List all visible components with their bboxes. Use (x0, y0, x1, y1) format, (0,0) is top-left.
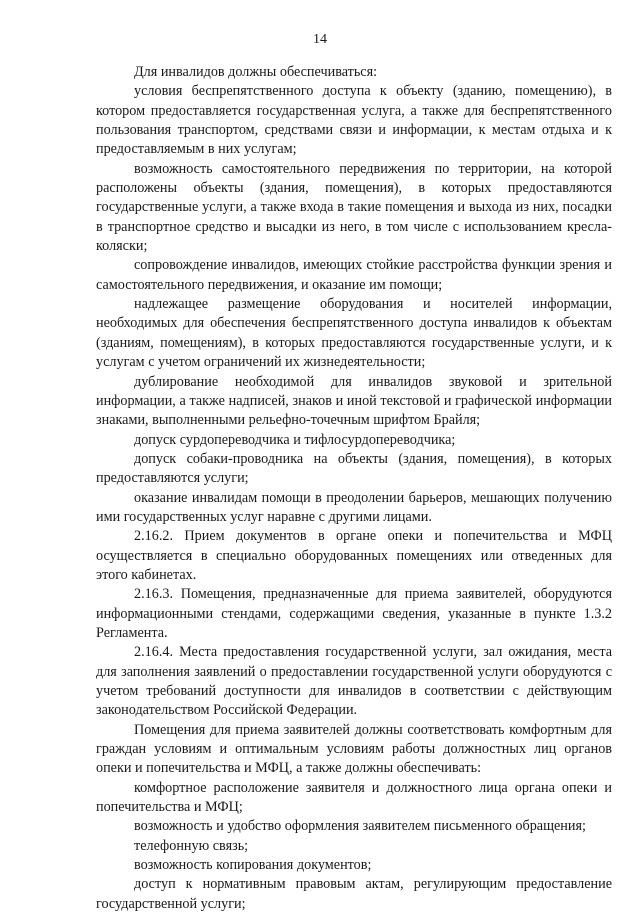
page-number: 14 (313, 32, 327, 47)
paragraph-2-16-4: 2.16.4. Места предоставления государственной услуги, зал ожидания, места для заполнения заявлений о предоставлении государственной услуги оборудуются с учетом требований доступности для инвалидов в соответствии с действующим законодательством Российской Федерации. (96, 644, 612, 719)
paragraph-unobstructed-access: условия беспрепятственного доступа к объекту (зданию, помещению), в котором предоставляется государственная услуга, а также для беспрепятственного пользования транспортом, средствами связи и информации, к местам отдыха и к предоставляемым в них услугам; (96, 83, 612, 158)
document-body (96, 63, 612, 914)
paragraph-guide-dog: допуск собаки-проводника на объекты (здания, помещения), в которых предоставляются услуги; (96, 450, 612, 487)
paragraph-2-16-2: 2.16.2. Прием документов в органе опеки и попечительства и МФЦ осуществляется в специально оборудованных помещениях или отведенных для этого кабинетах. (96, 528, 612, 583)
paragraph-comfortable-placement: комфортное расположение заявителя и должностного лица органа опеки и попечительства и МФЦ; (96, 779, 612, 816)
paragraph-reception-rooms: Помещения для приема заявителей должны соответствовать комфортным для граждан условиям и оптимальным условиям работы должностных лиц органов опеки и попечительства и МФЦ, а также должны обеспечивать: (96, 721, 612, 777)
paragraph-accessibility-intro: Для инвалидов должны обеспечиваться: (134, 64, 378, 80)
paragraph-sign-interpreter: допуск сурдопереводчика и тифлосурдопереводчика; (134, 431, 456, 448)
paragraph-copying: возможность копирования документов; (134, 857, 372, 874)
paragraph-equipment-placement: надлежащее размещение оборудования и носителей информации, необходимых для обеспечения беспрепятственного доступа инвалидов к объектам (зданиям, помещениям), в которых предоставляются государственные услуги, и к услугам с учетом ограничений их жизнедеятельности; (96, 296, 612, 371)
paragraph-escort-assistance: сопровождение инвалидов, имеющих стойкие расстройства функции зрения и самостоятельного передвижения, и оказание им помощи; (96, 257, 612, 293)
paragraph-telephone: телефонную связь; (134, 837, 249, 854)
paragraph-independent-movement: возможность самостоятельного передвижения по территории, на которой расположены объекты (здания, помещения), в которых предоставляются государственные услуги, а также входа в такие помещения и выхода из них, посадки в транспортное средство и высадки из него, в том числе с использованием кресла-коляски; (96, 160, 612, 255)
paragraph-2-16-3: 2.16.3. Помещения, предназначенные для приема заявителей, оборудуются информационными стендами, содержащими сведения, указанные в пункте 1.3.2 Регламента. (96, 586, 612, 641)
paragraph-barrier-assistance: оказание инвалидам помощи в преодолении барьеров, мешающих получению ими государственных услуг наравне с другими лицами. (96, 489, 612, 525)
paragraph-legal-acts-access: доступ к нормативным правовым актам, регулирующим предоставление государственной услуги; (96, 876, 612, 912)
paragraph-written-appeal: возможность и удобство оформления заявителем письменного обращения; (134, 818, 586, 835)
paragraph-braille-duplication: дублирование необходимой для инвалидов звуковой и зрительной информации, а также надписей, знаков и иной текстовой и графической информации знаками, выполненными рельефно-точечным шрифтом Брайля; (96, 373, 612, 429)
